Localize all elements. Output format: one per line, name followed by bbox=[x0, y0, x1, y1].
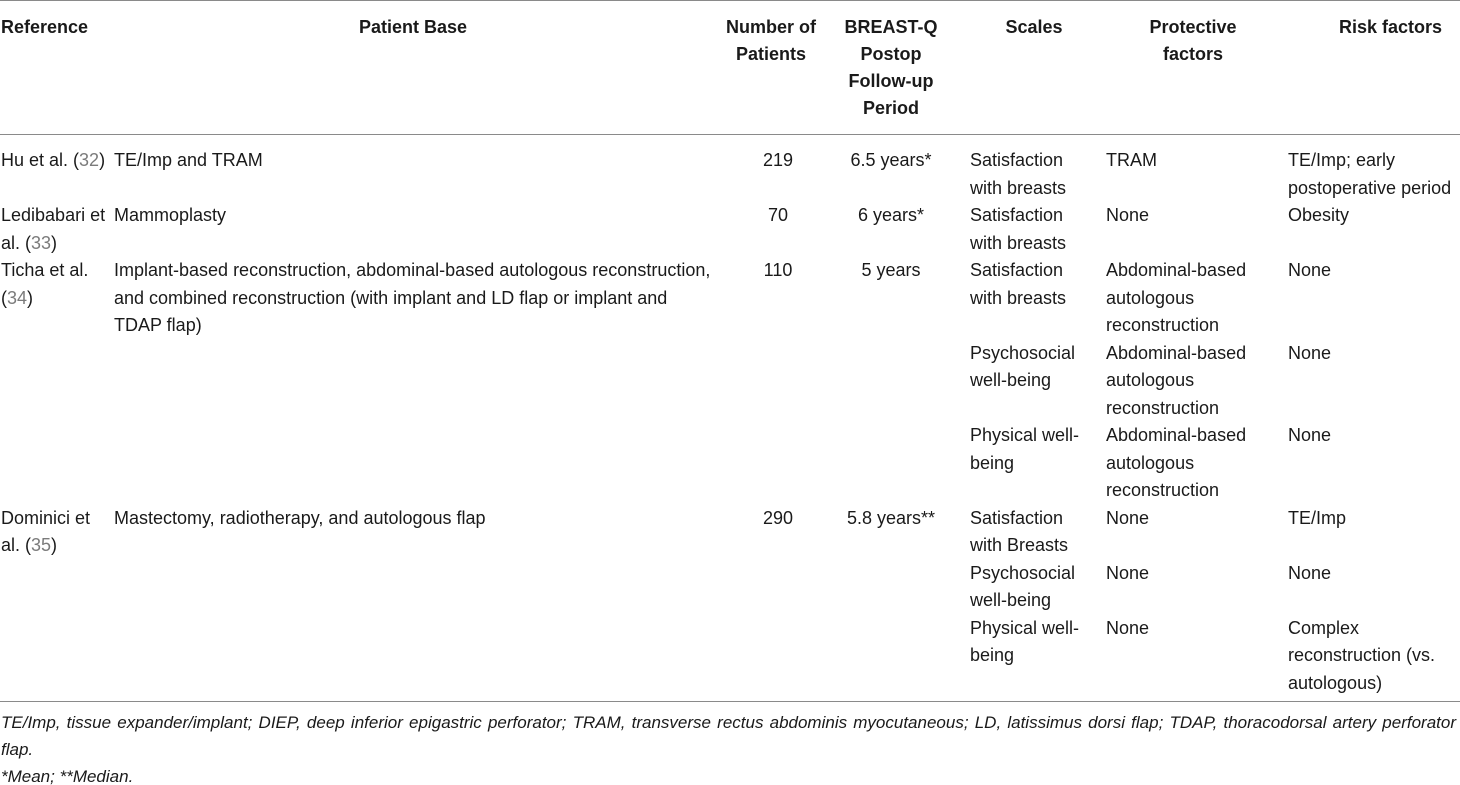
abbreviations-footnote: TE/Imp, tissue expander/implant; DIEP, deep inferior epigastric perforator; TRAM, transverse rectus abdominis myocutaneous; LD, latissimus dorsi flap; TDAP, thoracodorsal artery perforator flap. bbox=[1, 713, 1456, 759]
patient-count-cell: 110 bbox=[763, 260, 793, 280]
patient-base-cell: TE/Imp and TRAM bbox=[114, 150, 263, 170]
risk-cell: Obesity bbox=[1288, 205, 1350, 225]
table-row bbox=[0, 135, 1460, 203]
table-subrow bbox=[0, 422, 1460, 505]
reference-author: Ledibabari et al. bbox=[1, 205, 106, 253]
reference-cell: Ticha et al. (34) bbox=[1, 260, 89, 308]
scale-cell: Psychosocial well-being bbox=[970, 342, 1076, 390]
followup-cell: 5 years bbox=[861, 260, 921, 280]
table-row bbox=[0, 202, 1460, 257]
followup-cell: 6 years* bbox=[857, 205, 925, 225]
scale-cell: Satisfaction with breasts bbox=[970, 205, 1067, 253]
header-reference: Reference bbox=[1, 17, 89, 37]
risk-cell: TE/Imp bbox=[1288, 507, 1347, 528]
table-row bbox=[0, 257, 1460, 340]
patient-count-cell: 70 bbox=[767, 205, 789, 225]
statistics-footnote: *Mean; **Median. bbox=[1, 767, 134, 785]
table-subrow bbox=[0, 615, 1460, 702]
header-risk-factors: Risk factors bbox=[1338, 17, 1442, 37]
header-followup-period: BREAST-Q Postop Follow-up Period bbox=[844, 17, 938, 118]
patient-base-cell: Mastectomy, radiotherapy, and autologous flap bbox=[114, 507, 486, 528]
patient-count-cell: 290 bbox=[762, 507, 794, 528]
reference-cell: Hu et al. (32) bbox=[1, 150, 106, 170]
table-header bbox=[0, 1, 1460, 135]
scale-cell: Physical well-being bbox=[970, 617, 1080, 665]
table-footnotes bbox=[1, 709, 1456, 785]
header-scales: Scales bbox=[1005, 17, 1063, 37]
reference-link[interactable]: 32 bbox=[79, 150, 100, 170]
patient-base-cell: Mammoplasty bbox=[114, 205, 227, 225]
protective-cell: Abdominal-based autologous reconstruction bbox=[1106, 342, 1247, 418]
header-protective-factors: Protective factors bbox=[1149, 17, 1237, 64]
scale-cell: Satisfaction with breasts bbox=[970, 260, 1067, 308]
protective-cell: None bbox=[1106, 617, 1150, 638]
table-row bbox=[0, 505, 1460, 560]
followup-cell: 5.8 years** bbox=[846, 507, 936, 528]
reference-link[interactable]: 34 bbox=[7, 287, 28, 308]
risk-cell: None bbox=[1288, 260, 1332, 280]
table-body bbox=[0, 135, 1460, 702]
reference-link[interactable]: 33 bbox=[31, 232, 52, 253]
reference-cell: Ledibabari et al. (33) bbox=[1, 205, 106, 253]
protective-cell: Abdominal-based autologous reconstruction bbox=[1106, 425, 1247, 500]
header-number-of-patients: Number of Patients bbox=[726, 17, 816, 64]
protective-cell: None bbox=[1106, 205, 1150, 225]
risk-cell: None bbox=[1288, 562, 1332, 583]
scale-cell: Psychosocial well-being bbox=[970, 562, 1076, 610]
patient-base-cell: Implant-based reconstruction, abdominal-based autologous reconstruction, and combined reconstruction (with implant and LD flap or implant and TDAP flap) bbox=[114, 260, 711, 335]
risk-cell: None bbox=[1288, 342, 1332, 363]
header-row bbox=[0, 1, 1460, 135]
table-subrow bbox=[0, 340, 1460, 423]
table-subrow bbox=[0, 560, 1460, 615]
protective-cell: TRAM bbox=[1106, 150, 1157, 170]
protective-cell: None bbox=[1106, 562, 1150, 583]
header-patient-base: Patient Base bbox=[358, 17, 468, 37]
followup-cell: 6.5 years* bbox=[850, 150, 932, 170]
reference-cell: Dominici et al. (35) bbox=[1, 507, 91, 555]
risk-cell: TE/Imp; early postoperative period bbox=[1288, 150, 1452, 198]
scale-cell: Satisfaction with Breasts bbox=[970, 507, 1069, 555]
risk-cell: Complex reconstruction (vs. autologous) bbox=[1288, 617, 1436, 693]
reference-link[interactable]: 35 bbox=[31, 535, 52, 555]
reference-author: Dominici et al. bbox=[1, 507, 91, 555]
protective-cell: Abdominal-based autologous reconstruction bbox=[1106, 260, 1247, 335]
reference-author: Hu et al. bbox=[1, 150, 69, 170]
protective-cell: None bbox=[1106, 507, 1150, 528]
scale-cell: Satisfaction with breasts bbox=[970, 150, 1067, 198]
patient-count-cell: 219 bbox=[762, 150, 794, 170]
scale-cell: Physical well-being bbox=[970, 425, 1080, 473]
risk-cell: None bbox=[1288, 425, 1332, 445]
reference-author: Ticha et al. bbox=[1, 260, 89, 280]
